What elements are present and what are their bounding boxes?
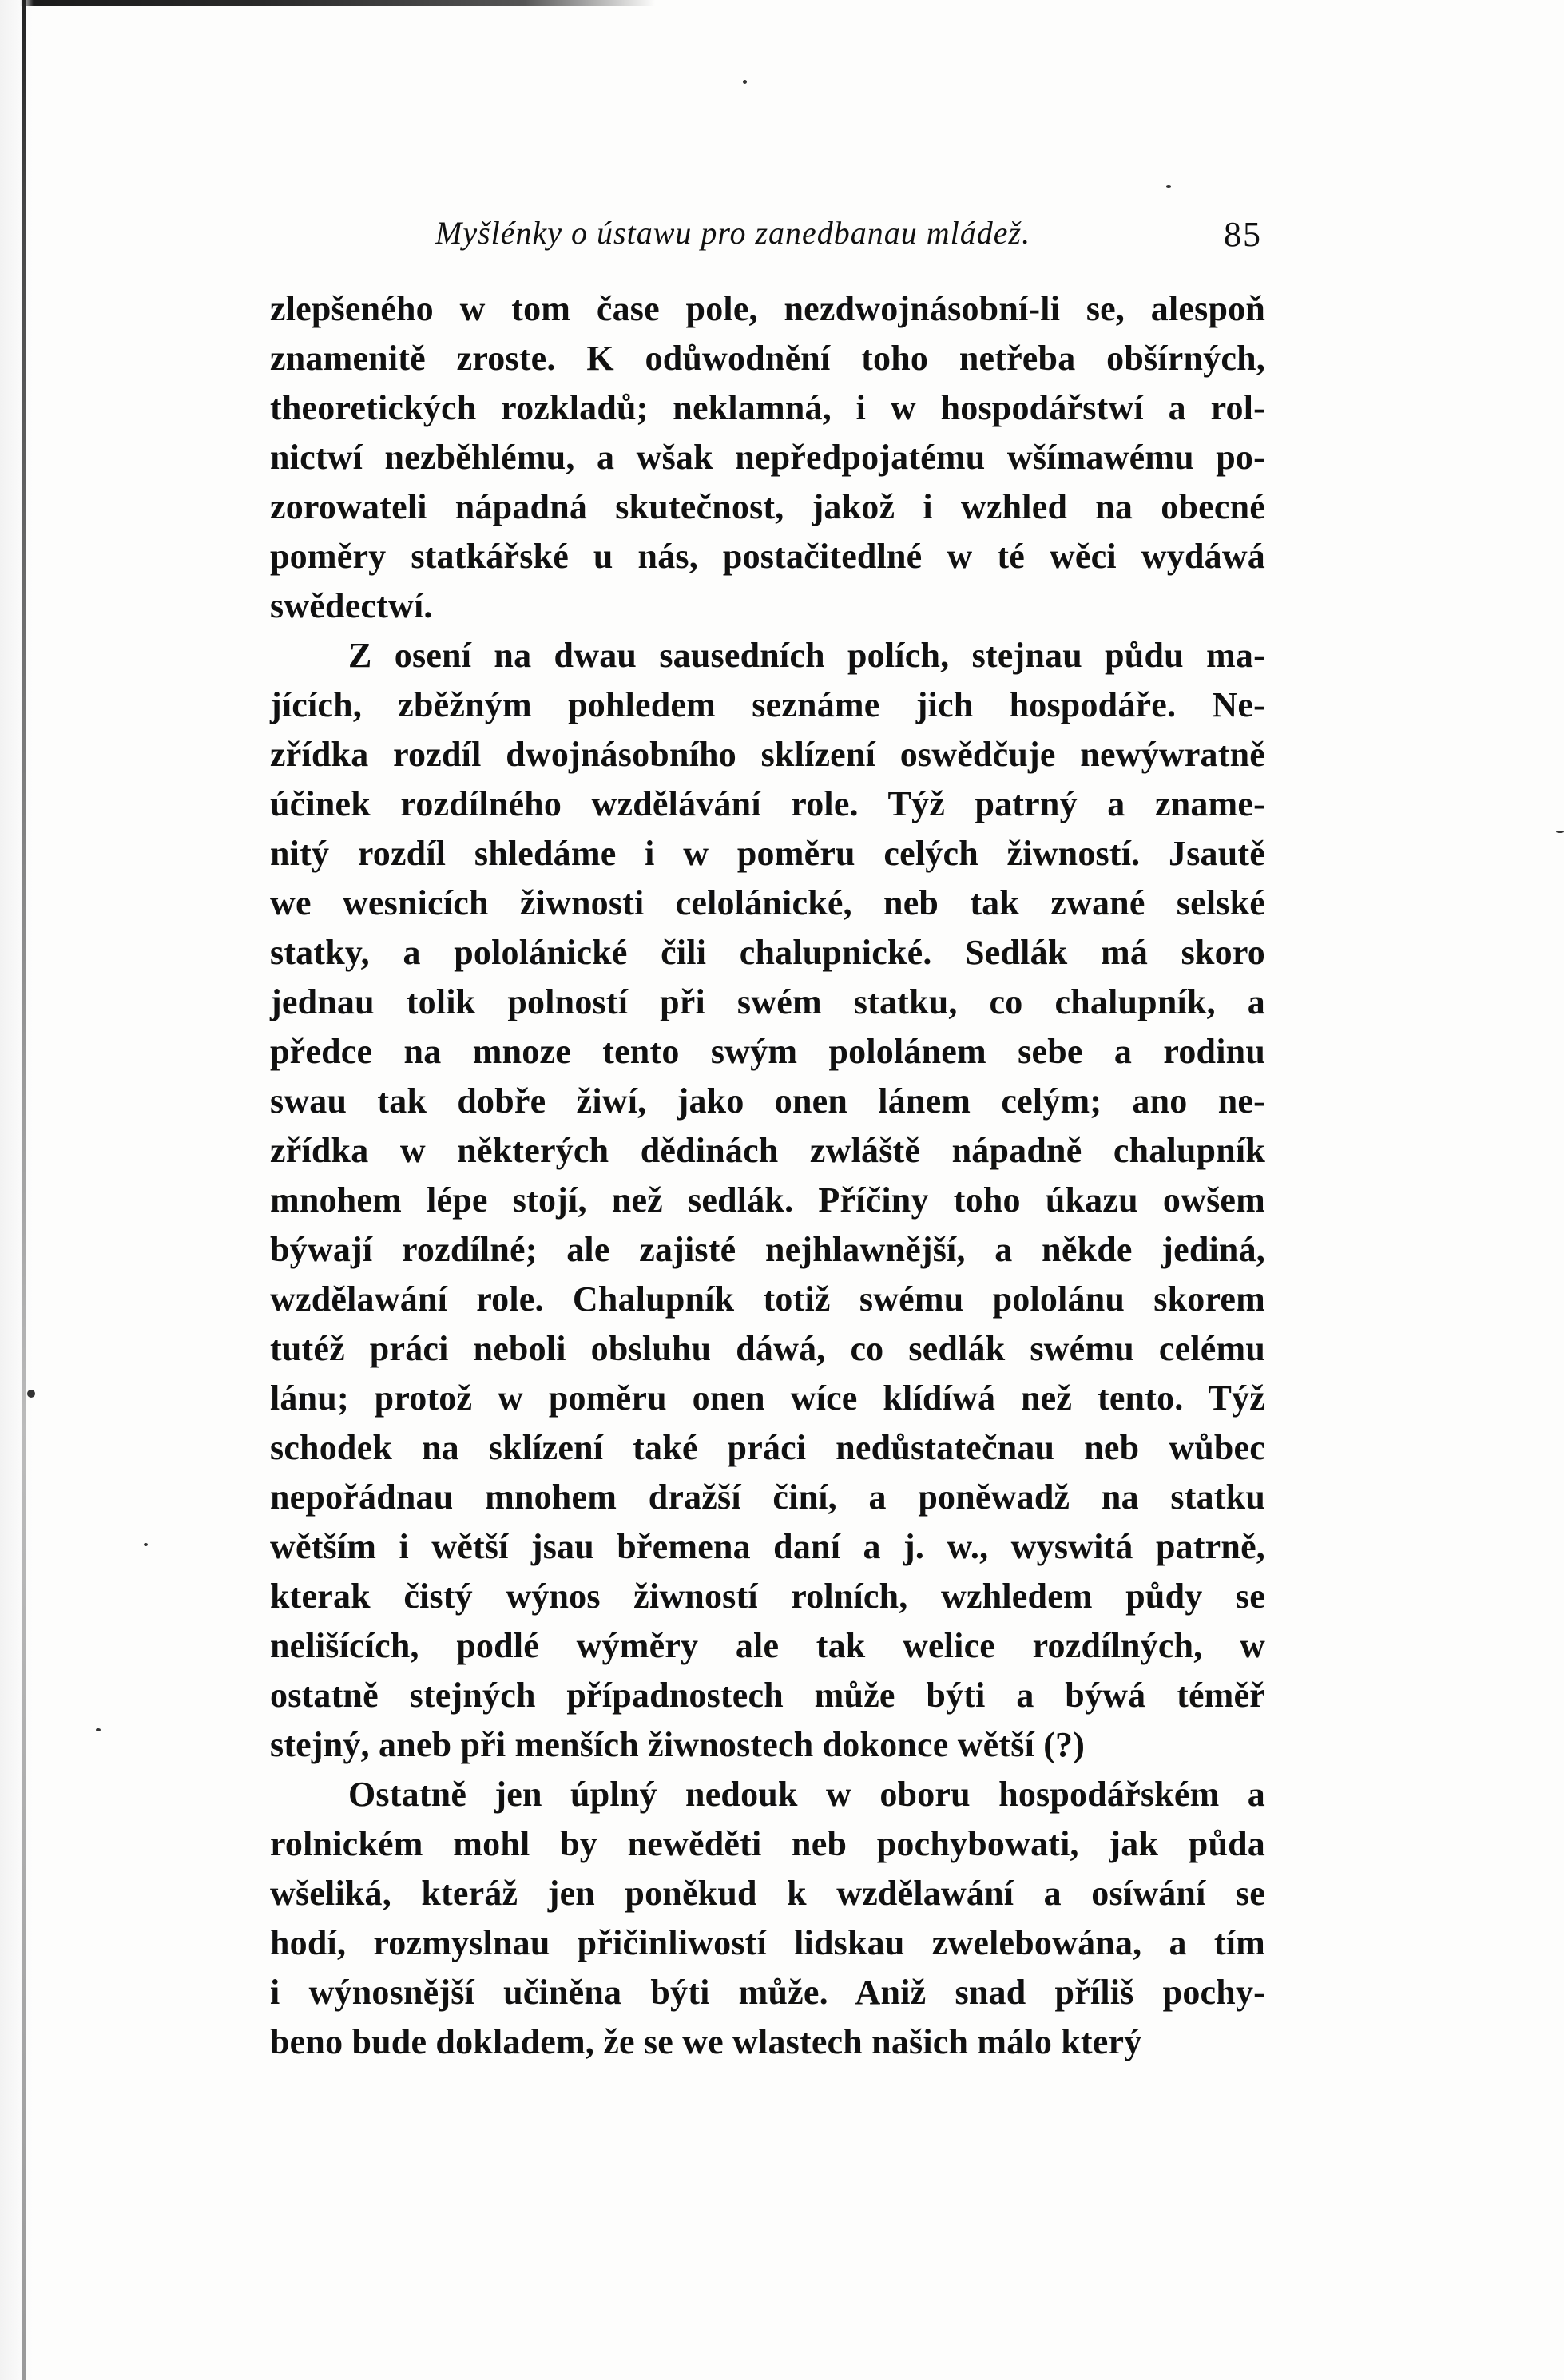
text-line: mnohem lépe stojí, než sedlák. Příčiny toho úkazu owšem: [270, 1180, 1265, 1220]
page-number: 85: [1224, 215, 1262, 254]
text-line: zřídka rozdíl dwojnásobního sklízení oswědčuje newýwratně: [270, 735, 1265, 774]
scan-speck: [27, 1390, 35, 1398]
text-line: wzdělawání role. Chalupník totiž swému pololánu skorem: [270, 1279, 1265, 1319]
body-text: [270, 284, 1265, 2067]
scan-binding-line: [22, 0, 26, 2380]
scan-speck: [1166, 185, 1171, 188]
text-line: theoretických rozkladů; neklamná, i w hospodářstwí a rol-: [270, 388, 1265, 427]
text-line: we wesnicích žiwnosti celolánické, neb tak zwané selské: [270, 883, 1265, 922]
text-line: beno bude dokladem, že se we wlastech našich málo který: [270, 2022, 1142, 2061]
text-line: jednau tolik polností při swém statku, co chalupník, a: [270, 982, 1265, 1021]
text-line: rolnickém mohl by newěděti neb pochybowati, jak půda: [270, 1824, 1265, 1863]
text-line: wětším i wětší jsau břemena daní a j. w., wyswitá patrně,: [270, 1527, 1265, 1566]
scan-left-edge: [0, 0, 34, 2380]
scan-speck: [96, 1728, 101, 1731]
text-line: ostatně stejných případnostech může býti a býwá téměř: [270, 1676, 1265, 1715]
text-line: předce na mnoze tento swým pololánem sebe a rodinu: [270, 1032, 1265, 1071]
text-line: stejný, aneb při menších žiwnostech dokonce wětší (?): [270, 1725, 1086, 1764]
scan-speck: [743, 80, 747, 84]
text-line: Ostatně jen úplný nedouk w oboru hospodářském a: [348, 1775, 1265, 1814]
text-line: býwají rozdílné; ale zajisté nejhlawnější, a někde jediná,: [270, 1230, 1265, 1269]
text-line: znamenitě zroste. K odůwodnění toho netřeba obšírných,: [270, 339, 1265, 378]
text-line: nepořádnau mnohem dražší činí, a poněwadž na statku: [270, 1478, 1265, 1517]
text-line: jících, zběžným pohledem seznáme jich hospodáře. Ne-: [270, 685, 1265, 724]
text-line: nelišících, podlé wýměry ale tak welice rozdílných, w: [270, 1626, 1265, 1665]
text-line: nitý rozdíl shledáme i w poměru celých žiwností. Jsautě: [270, 834, 1265, 873]
text-line: swědectwí.: [270, 586, 433, 625]
page-header: [284, 214, 1262, 262]
text-line: zlepšeného w tom čase pole, nezdwojnásobní-li se, alespoň: [270, 289, 1265, 328]
text-line: Z osení na dwau sausedních polích, stejnau půdu ma-: [348, 636, 1265, 675]
text-line: zřídka w některých dědinách zwláště nápadně chalupník: [270, 1131, 1265, 1170]
text-line: lánu; protož w poměru onen wíce klídíwá než tento. Týž: [270, 1378, 1265, 1418]
text-line: hodí, rozmyslnau přičinliwostí lidskau zwelebowána, a tím: [270, 1923, 1265, 1962]
text-line: účinek rozdílného wzdělávání role. Týž patrný a zname-: [270, 784, 1265, 823]
text-line: swau tak dobře žiwí, jako onen lánem celým; ano ne-: [270, 1081, 1265, 1121]
text-line: wšeliká, kteráž jen poněkud k wzdělawání a osíwání se: [270, 1874, 1265, 1913]
text-line: schodek na sklízení také práci nedůstatečnau neb wůbec: [270, 1428, 1265, 1467]
scan-speck: [144, 1543, 148, 1546]
running-title: Myšlénky o ústawu pro zanedbanau mládež.: [435, 215, 1031, 251]
scan-speck: [1556, 831, 1564, 833]
scan-top-edge: [0, 0, 655, 6]
text-line: zorowateli nápadná skutečnost, jakož i wzhled na obecné: [270, 487, 1265, 526]
text-line: nictwí nezběhlému, a wšak nepředpojatému wšímawému po-: [270, 438, 1265, 477]
text-line: tutéž práci neboli obsluhu dáwá, co sedlák swému celému: [270, 1329, 1265, 1368]
text-line: statky, a pololánické čili chalupnické. Sedlák má skoro: [270, 933, 1265, 972]
text-line: kterak čistý wýnos žiwností rolních, wzhledem půdy se: [270, 1577, 1265, 1616]
text-line: i wýnosnější učiněna býti může. Aniž snad příliš pochy-: [270, 1973, 1265, 2012]
text-line: poměry statkářské u nás, postačitedlné w té wěci wydáwá: [270, 537, 1265, 576]
